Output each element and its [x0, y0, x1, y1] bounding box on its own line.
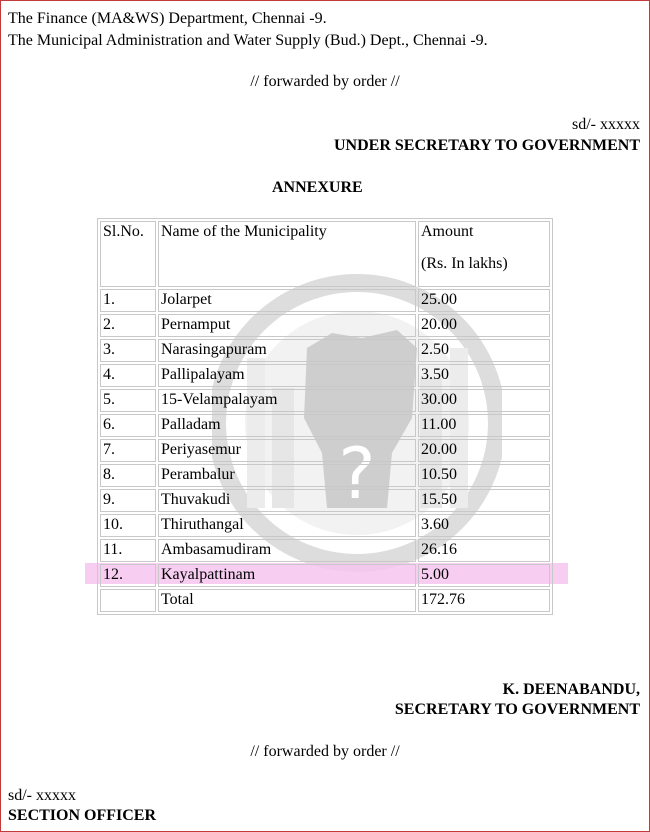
row-amount: 10.50 — [418, 464, 550, 487]
table-row — [100, 364, 550, 387]
table-row — [100, 489, 550, 512]
row-slno: 12. — [100, 564, 156, 587]
row-slno: 10. — [100, 514, 156, 537]
row-slno: 6. — [100, 414, 156, 437]
row-slno: 9. — [100, 489, 156, 512]
row-name: Jolarpet — [158, 289, 416, 312]
row-name: 15-Velampalayam — [158, 389, 416, 412]
row-amount: 3.50 — [418, 364, 550, 387]
row-slno: 11. — [100, 539, 156, 562]
table-row — [100, 314, 550, 337]
signature-sd-1: sd/- xxxxx — [572, 116, 640, 133]
row-amount: 3.60 — [418, 514, 550, 537]
row-name: Thuvakudi — [158, 489, 416, 512]
row-amount: 2.50 — [418, 339, 550, 362]
table-row — [100, 289, 550, 312]
row-slno: 7. — [100, 439, 156, 462]
table-total-row — [100, 589, 550, 612]
table-row — [100, 414, 550, 437]
forwarded-line-2: // forwarded by order // — [250, 743, 400, 760]
signatory-designation: SECRETARY TO GOVERNMENT — [394, 701, 640, 718]
header-amount-label: Amount — [421, 223, 474, 240]
table-row-highlighted — [100, 564, 550, 587]
row-slno: 1. — [100, 289, 156, 312]
total-amount: 172.76 — [418, 589, 550, 612]
table-row — [100, 339, 550, 362]
row-amount: 11.00 — [418, 414, 550, 437]
annexure-table — [97, 218, 553, 615]
row-name: Pallipalayam — [158, 364, 416, 387]
svg-text:?: ? — [338, 433, 376, 515]
header-slno: Sl.No. — [100, 221, 156, 287]
table-row — [100, 514, 550, 537]
row-name: Thiruthangal — [158, 514, 416, 537]
designation-section-officer: SECTION OFFICER — [8, 807, 157, 824]
header-name: Name of the Municipality — [158, 221, 416, 287]
signatory-name: K. DEENABANDU, — [502, 681, 640, 698]
row-name: Narasingapuram — [158, 339, 416, 362]
total-slno-empty — [100, 589, 156, 612]
header-amount-unit: (Rs. In lakhs) — [421, 255, 508, 272]
row-name: Kayalpattinam — [158, 564, 416, 587]
table-row — [100, 539, 550, 562]
row-amount: 20.00 — [418, 439, 550, 462]
row-amount: 20.00 — [418, 314, 550, 337]
row-amount: 15.50 — [418, 489, 550, 512]
table-row — [100, 439, 550, 462]
table-header-row — [100, 221, 550, 287]
signature-sd-2: sd/- xxxxx — [8, 787, 76, 804]
header-line-1: The Finance (MA&WS) Department, Chennai -9. — [8, 10, 327, 27]
row-amount: 26.16 — [418, 539, 550, 562]
row-amount: 25.00 — [418, 289, 550, 312]
table-row — [100, 464, 550, 487]
header-line-2: The Municipal Administration and Water Supply (Bud.) Dept., Chennai -9. — [8, 32, 488, 49]
row-name: Periyasemur — [158, 439, 416, 462]
row-amount: 5.00 — [418, 564, 550, 587]
row-name: Palladam — [158, 414, 416, 437]
row-slno: 4. — [100, 364, 156, 387]
header-amount — [418, 221, 550, 287]
total-label: Total — [158, 589, 416, 612]
designation-under-secretary: UNDER SECRETARY TO GOVERNMENT — [334, 137, 640, 154]
row-amount: 30.00 — [418, 389, 550, 412]
table-row — [100, 389, 550, 412]
row-name: Pernamput — [158, 314, 416, 337]
forwarded-line-1: // forwarded by order // — [250, 73, 400, 90]
row-slno: 3. — [100, 339, 156, 362]
row-name: Perambalur — [158, 464, 416, 487]
annexure-title: ANNEXURE — [272, 179, 363, 196]
row-name: Ambasamudiram — [158, 539, 416, 562]
row-slno: 8. — [100, 464, 156, 487]
row-slno: 5. — [100, 389, 156, 412]
row-slno: 2. — [100, 314, 156, 337]
